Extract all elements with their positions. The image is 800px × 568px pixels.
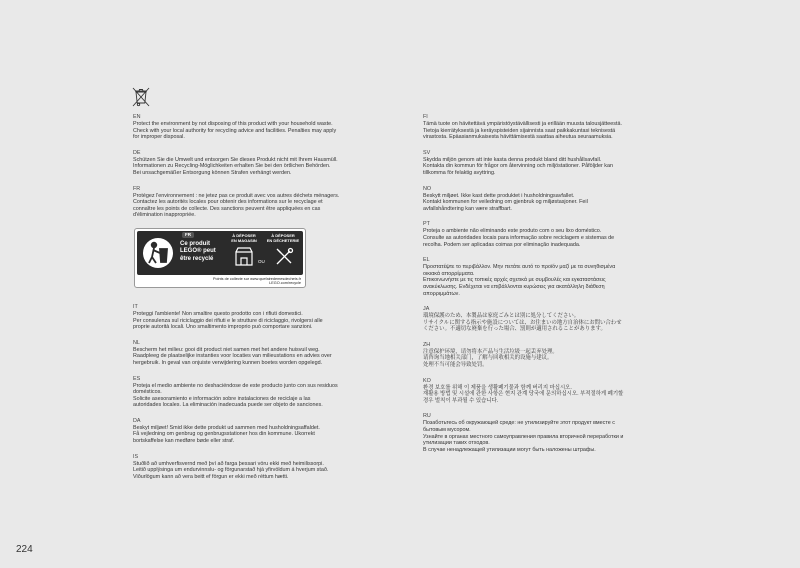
logo-or-text: OU (258, 258, 265, 264)
disposal-text: Bescherm het milieu: gooi dit product niet samen met het andere huisvuil weg. Raadpleeg de plaatselijke instanties voor locaties van milieustations en advies over hergebruik. In geval van onjuiste verwijdering kunnen boetes worden opgelegd. (133, 346, 332, 366)
recycling-person-icon (141, 236, 175, 270)
tools-icon (273, 246, 295, 268)
logo-website-text: Points de collecte sur www.quefairedemesdechets.fr LEGO.com/recycle (212, 276, 301, 286)
section-da (133, 418, 388, 445)
left-column (133, 114, 388, 489)
language-code: EN (133, 114, 141, 120)
disposal-text: Tämä tuote on hävitettävä ympäristöystävällisesti ja erillään muusta talousjätteestä. Tietoja kierrätyksestä ja keräyspisteiden sijainnista saat paikkakuntasi teknisestä virastosta. Epäasianmukaisesta hävittämisestä saattaa aiheutua seuraamuksia. (423, 121, 622, 141)
disposal-text: 環境保護のため、本製品は家庭ごみとは別に処分してください。 リサイクルに関する指示や施設については、お住まいの地方自治体にお問い合わせ ください。不適切な廃棄を行った場合、罰則が適用されることがあります。 (423, 313, 622, 333)
disposal-text: 注意保护环境，请勿将本产品与生活垃圾一起丢弃处理。 请咨询当地相关部门，了解与回收相关的设施与建议。 处理不当可能会导致处罚。 (423, 348, 558, 369)
crossed-out-wheelie-bin-icon (131, 86, 151, 108)
language-code: IS (133, 453, 139, 460)
disposal-text: Proteggi l'ambiente! Non smaltire questo prodotto con i rifiuti domestici. Per consulenza sul riciclaggio dei rifiuti e le strutture di riciclaggio, rivolgersi alle proprie autorità locali. Uno smaltimento improprio può comportare sanzioni. (133, 310, 323, 331)
disposal-text: Proteja o ambiente não eliminando este produto com o seu lixo doméstico. Consulte as autoridades locais para informação sobre reciclagem e sistemas de recolha. Podem ser aplicadas coimas por eliminação inadequada. (423, 228, 615, 248)
disposal-text: 환경 보호를 위해 이 제품을 생활폐기물과 함께 버리지 마십시오. 재활용 방법 및 시설에 관한 사항은 현지 관계 당국에 문의하십시오. 부적절하게 폐기할 경우 벌칙이 부과될 수 있습니다. (423, 384, 624, 404)
language-code: FI (423, 114, 428, 120)
section-sv (423, 150, 678, 177)
language-code: ZH (423, 341, 431, 348)
disposal-text: Protégez l'environnement : ne jetez pas ce produit avec vos autres déchets ménagers. Contactez les autorités locales pour obtenir des informations sur le recyclage et connaître les points de collecte. Des sanctions peuvent être appliquées en cas d'élimination inappropriée. (133, 192, 340, 219)
section-is (133, 454, 388, 481)
disposal-text: Stuðlið að umhverfisvernd með því að farga þessari vöru ekki með heimilissorpi. Leitið upplýsinga um endurvinnslu- og förgunarstað hjá yfirvöldum á hverjum stað. Viðurlögum kann að vera beitt ef förgun er ekki með réttum hætti. (133, 460, 329, 480)
section-de (133, 150, 388, 177)
disposal-text: Beskyt miljøet! Smid ikke dette produkt ud sammen med husholdningsaffaldet. Få vejledning om genbrug og genbrugsstationer hos din kommune. Ukorrekt bortskaffelse kan medføre bøde eller straf. (133, 424, 320, 445)
language-code: DA (133, 417, 141, 424)
language-code: EL (423, 257, 430, 264)
language-code: JA (423, 306, 430, 313)
language-code: DE (133, 149, 141, 156)
section-el (423, 257, 678, 297)
language-code: NO (423, 185, 432, 192)
section-fr (133, 186, 388, 219)
logo-store-label: À DÉPOSER EN MAGASIN (231, 232, 257, 243)
section-es (133, 376, 388, 409)
language-code: ES (133, 375, 141, 382)
section-no (423, 186, 678, 213)
disposal-text: Προστατέψτε το περιβάλλον. Μην πετάτε αυτό το προϊόν μαζί με τα συνηθισμένα οικιακά απορρίμματα. Επικοινωνήστε με τις τοπικές αρχές σχετικά με συμβουλές και εγκαταστάσεις ανακύκλωσης. Ενδέχεται να επιβάλλονται κυρώσεις για ακατάλληλη διάθεση απορριμμάτων. (423, 264, 616, 297)
right-column (423, 114, 678, 462)
language-code: FR (133, 185, 141, 192)
disposal-text: Beskytt miljøet. Ikke kast dette produktet i husholdningsavfallet. Kontakt kommunen for veiledning om gjenbruk og miljøstasjoner. Feil avfallshåndtering kan være straffbart. (423, 192, 588, 212)
language-code: PT (423, 221, 430, 228)
section-ja (423, 306, 678, 333)
section-pt (423, 221, 678, 248)
french-recycling-logo (134, 228, 306, 288)
disposal-text: Schützen Sie die Umwelt und entsorgen Sie dieses Produkt nicht mit Ihrem Hausmüll. Informationen zu Recycling-Möglichkeiten erhalten Sie bei den örtlichen Behörden. Bei unsachgemäßer Entsorgung können Strafen verhängt werden. (133, 156, 338, 176)
section-zh (423, 342, 678, 369)
section-nl (133, 340, 388, 367)
logo-recyclable-text: Ce produit LEGO® peut être recyclé (180, 240, 216, 262)
disposal-text: Позаботьтесь об окружающей среде: не утилизируйте этот продукт вместе с бытовым мусором. Узнайте в органах местного самоуправления правила вторичной переработки и утилизации таких отходов. В случае ненадлежащей утилизации могут быть наложены штрафы. (423, 420, 624, 453)
logo-dump-label: À DÉPOSER EN DÉCHETERIE (266, 232, 300, 243)
section-ko (423, 378, 678, 405)
language-code: SV (423, 149, 431, 156)
disposal-text: Skydda miljön genom att inte kasta denna produkt bland ditt hushållsavfall. Kontakta din kommun för frågor om återvinning och miljöstationer. Påföljder kan tillkomma för felaktig avyttring. (423, 156, 613, 176)
language-code: IT (133, 303, 138, 310)
section-fi (423, 114, 678, 141)
section-en (133, 114, 388, 141)
fr-badge: FR (182, 232, 194, 238)
language-code: KO (423, 377, 431, 384)
disposal-text: Protect the environment by not disposing of this product with your household waste. Check with your local authority for recycling advice and facilities. Penalties may apply for improper disposal. (133, 121, 337, 141)
disposal-text: Proteja el medio ambiente no deshaciéndose de este producto junto con sus residuos domésticos. Solicite asesoramiento e información sobre instalaciones de reciclaje a las autoridades locales. La eliminación inadecuada puede ser objeto de sanciones. (133, 382, 338, 409)
language-code: NL (133, 339, 140, 346)
language-code: RU (423, 413, 431, 420)
section-it (133, 304, 388, 331)
page-number: 224 (16, 544, 33, 555)
shop-icon (233, 246, 255, 268)
section-ru (423, 413, 678, 453)
